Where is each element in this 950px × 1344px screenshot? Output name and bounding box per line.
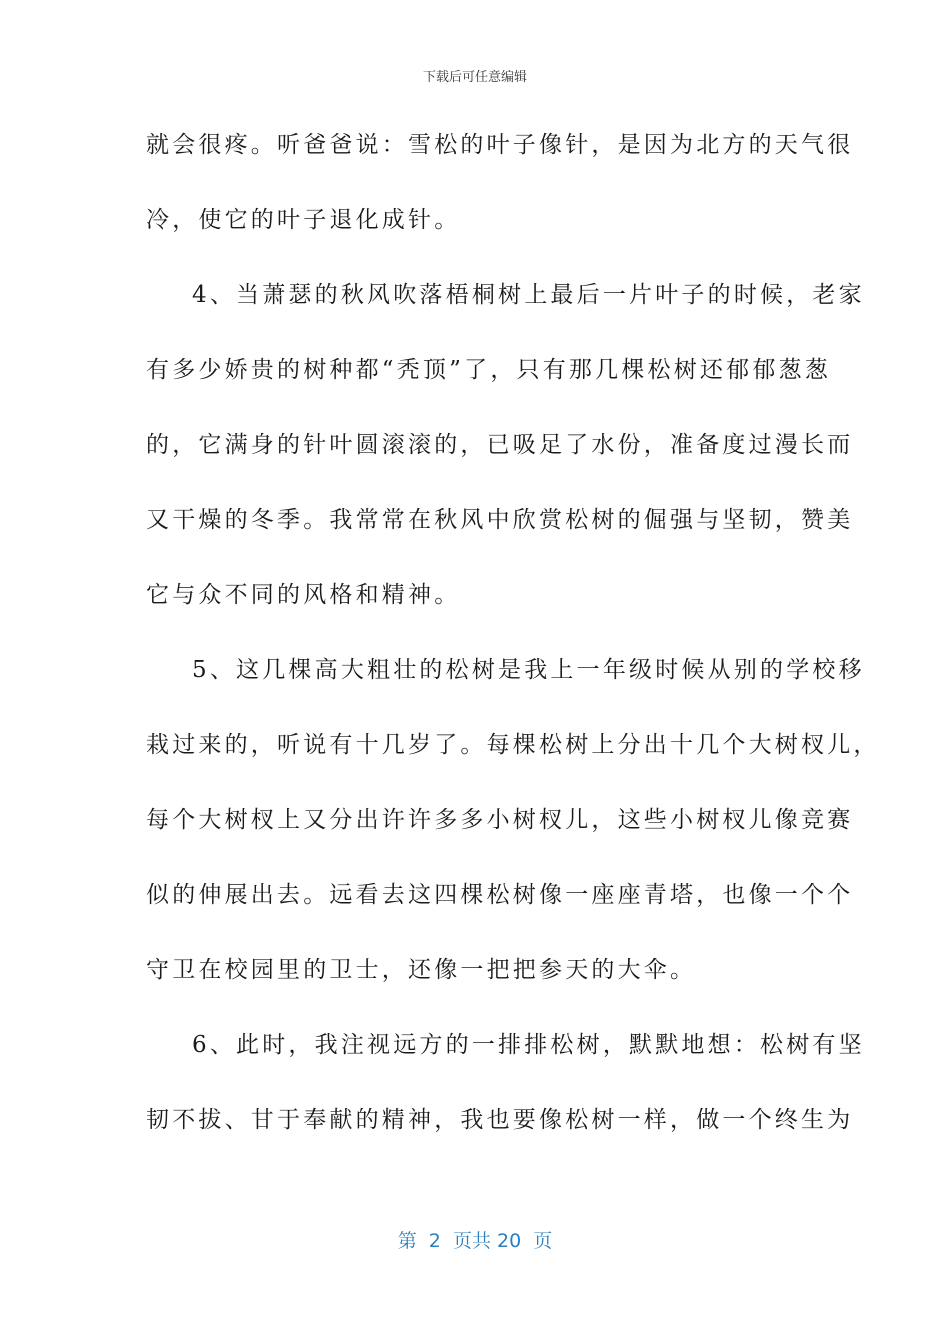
text-line: 就会很疼。听爸爸说：雪松的叶子像针，是因为北方的天气很: [146, 132, 854, 158]
text-line: 似的伸展出去。远看去这四棵松树像一座座青塔，也像一个个: [146, 882, 854, 908]
text-line: 冷，使它的叶子退化成针。: [146, 207, 461, 233]
text-line: 守卫在校园里的卫士，还像一把把参天的大伞。: [146, 957, 697, 983]
paragraph-start-line: 6、此时，我注视远方的一排排松树，默默地想：松树有坚: [192, 1032, 865, 1058]
text-line: 有多少娇贵的树种都“秃顶”了，只有那几棵松树还郁郁葱葱: [146, 357, 831, 383]
text-line: 每个大树杈上又分出许许多多小树杈儿，这些小树杈儿像竞赛: [146, 807, 854, 833]
text-line: 又干燥的冬季。我常常在秋风中欣赏松树的倔强与坚韧，赞美: [146, 507, 854, 533]
text-line: 的，它满身的针叶圆滚滚的，已吸足了水份，准备度过漫长而: [146, 432, 854, 458]
page-header-note: 下载后可任意编辑: [422, 70, 527, 85]
text-line: 韧不拔、甘于奉献的精神，我也要像松树一样，做一个终生为: [146, 1107, 854, 1133]
text-line: 它与众不同的风格和精神。: [146, 582, 461, 608]
document-body: [146, 124, 880, 1174]
paragraph-start-line: 5、这几棵高大粗壮的松树是我上一年级时候从别的学校移: [192, 657, 865, 683]
text-line: 栽过来的，听说有十几岁了。每棵松树上分出十几个大树杈儿，: [146, 732, 880, 758]
page-number-footer: 第 2 页共 20 页: [397, 1230, 553, 1252]
paragraph-start-line: 4、当萧瑟的秋风吹落梧桐树上最后一片叶子的时候，老家: [192, 282, 865, 308]
